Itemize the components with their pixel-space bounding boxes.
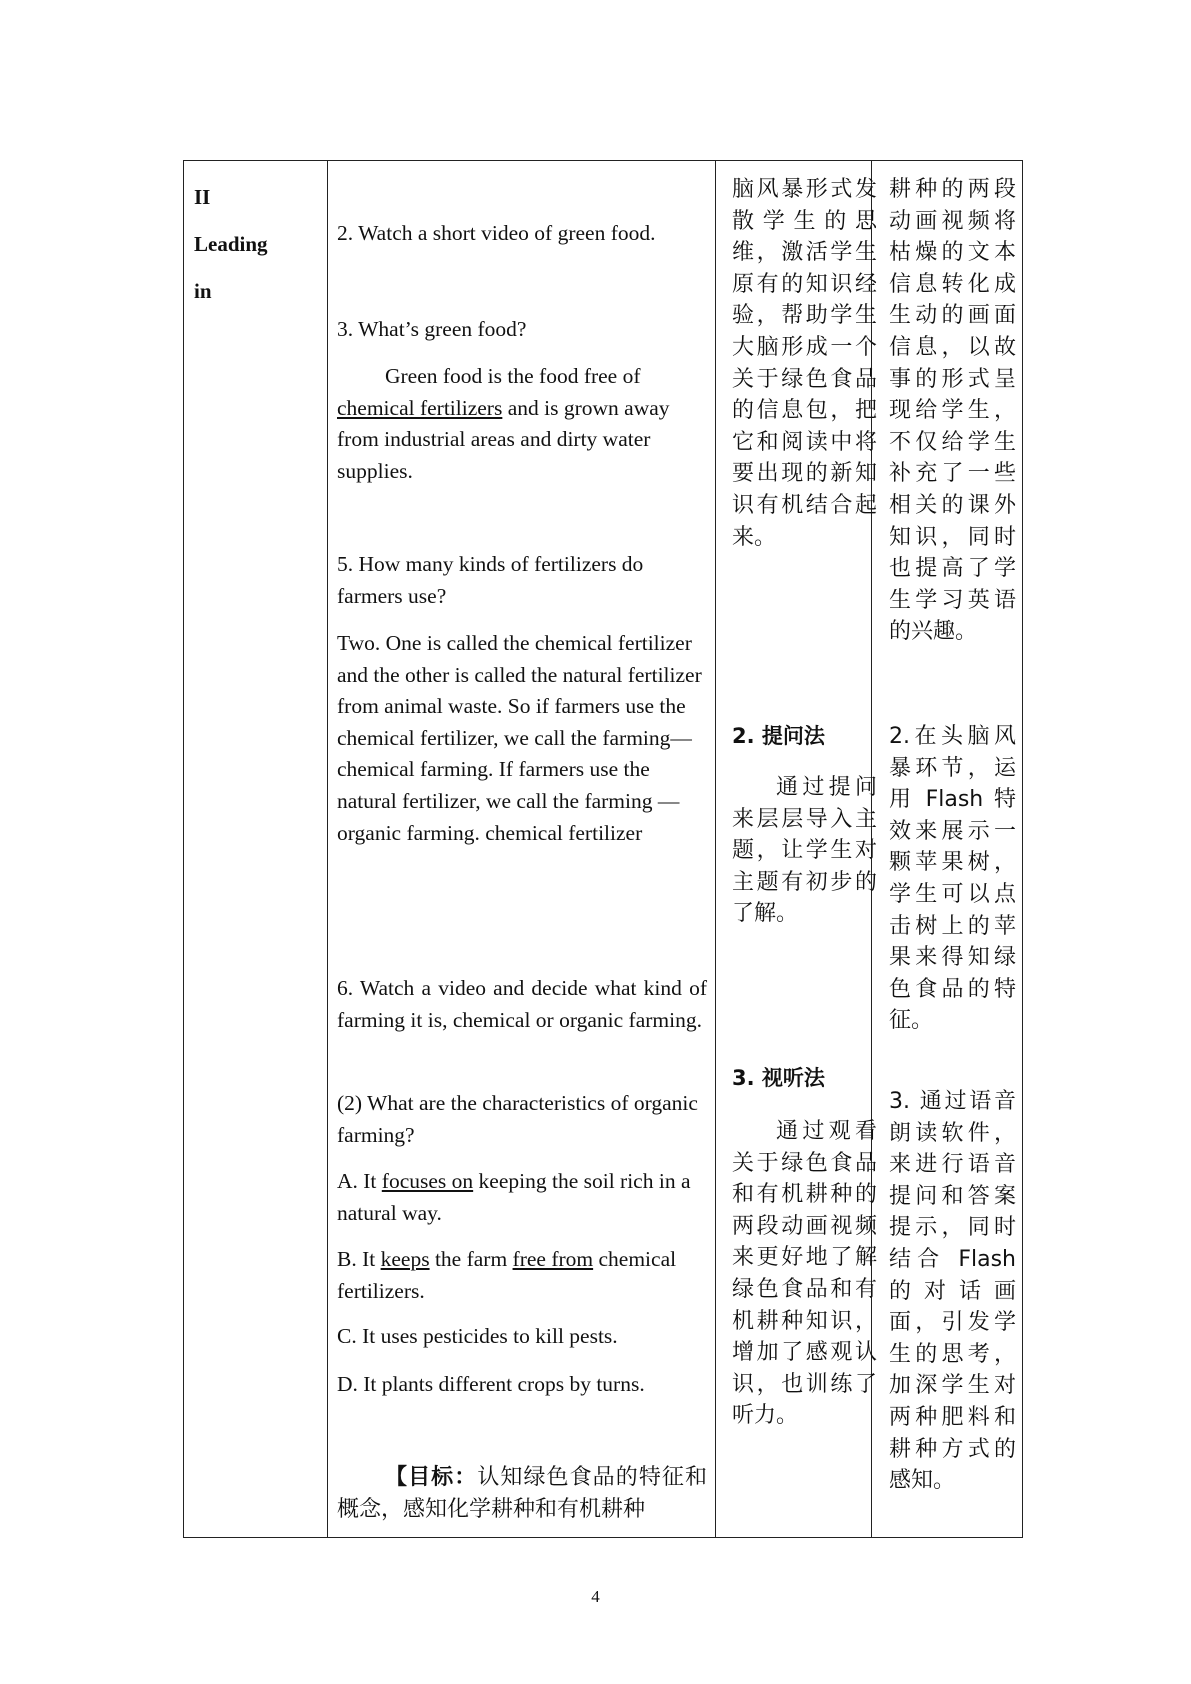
method-block-1: 脑风暴形式发散学生的思维，激活学生原有的知识经验，帮助学生大脑形成一个关于绿色食品的信息包，把它和阅读中将要出现的新知识有机结合起来。 (732, 177, 877, 550)
method-title-2: 2. 提问法 (732, 724, 825, 748)
reason-block-2: 2.在头脑风暴环节，运用 Flash 特效来展示一颗苹果树，学生可以点击树上的苹果来得知绿色食品的特征。 (889, 724, 1016, 1034)
goal-statement (337, 1462, 707, 1525)
method-title-3: 3. 视听法 (732, 1066, 825, 1090)
lesson-plan-table (183, 160, 1023, 1538)
stage-title-line2: in (194, 279, 212, 303)
goal-label: 【目标： (385, 1465, 478, 1490)
column-divider (327, 161, 328, 1537)
process-item-5-answer: Two. One is called the chemical fertilizer and the other is called the natural fertilizer from animal waste. So if farmers use the chemical fertilizer, we call the farming—chemical farming. If farmers use the natural fertilizer, we call the farming —organic farming. chemical fertilizer (337, 631, 702, 845)
column-divider (715, 161, 716, 1537)
reason-block-3: 3. 通过语音朗读软件，来进行语音提问和答案提示，同时结合 Flash 的对话画面，引发学生的思考，加深学生对两种肥料和耕种方式的感知。 (889, 1089, 1016, 1494)
option-text: keeping the soil rich in a natural way. (337, 1169, 691, 1225)
process-item-3-question: 3. What’s green food? (337, 317, 527, 341)
underlined-term: chemical fertilizers (337, 395, 503, 420)
goal-text: 认知绿色食品的特征和概念，感知化学耕种和有机耕种 (337, 1465, 707, 1522)
stage-numeral: II (194, 185, 211, 209)
answer-text: Green food is the food free of (385, 364, 641, 388)
page-number: 4 (591, 1587, 600, 1606)
underlined-term: free from (512, 1247, 594, 1271)
reason-block-1: 耕种的两段动画视频将枯燥的文本信息转化成生动的画面信息，以故事的形式呈现给学生，不仅给学生补充了一些相关的课外知识，同时也提高了学生学习英语的兴趣。 (889, 177, 1016, 645)
method-block-2: 通过提问来层层导入主题，让学生对主题有初步的了解。 (732, 775, 877, 927)
option-b (337, 1244, 707, 1307)
option-text: chemical fertilizers. (337, 1247, 677, 1303)
process-item-2: 2. Watch a short video of green food. (337, 221, 656, 245)
option-text: B. It (337, 1247, 381, 1271)
process-item-3-answer (337, 361, 707, 487)
option-text: the farm (429, 1247, 513, 1271)
process-item-6: 6. Watch a video and decide what kind of farming it is, chemical or organic farming. (337, 976, 707, 1032)
method-block-3: 通过观看关于绿色食品和有机耕种的两段动画视频来更好地了解绿色食品和有机耕种知识，增加了感观认识，也训练了听力。 (732, 1119, 877, 1429)
underlined-term: focuses on (381, 1169, 474, 1193)
underlined-term: keeps (380, 1247, 430, 1271)
stage-cell (194, 174, 314, 315)
option-d: D. It plants different crops by turns. (337, 1372, 645, 1396)
answer-text: and is grown away from industrial areas and dirty water supplies. (337, 395, 670, 483)
stage-title-line1: Leading (194, 232, 268, 256)
option-a (337, 1166, 707, 1229)
option-c: C. It uses pesticides to kill pests. (337, 1324, 618, 1348)
process-item-5-question: 5. How many kinds of fertilizers do farmers use? (337, 552, 644, 608)
option-text: A. It (337, 1169, 382, 1193)
process-question-2: (2) What are the characteristics of organic farming? (337, 1091, 698, 1147)
